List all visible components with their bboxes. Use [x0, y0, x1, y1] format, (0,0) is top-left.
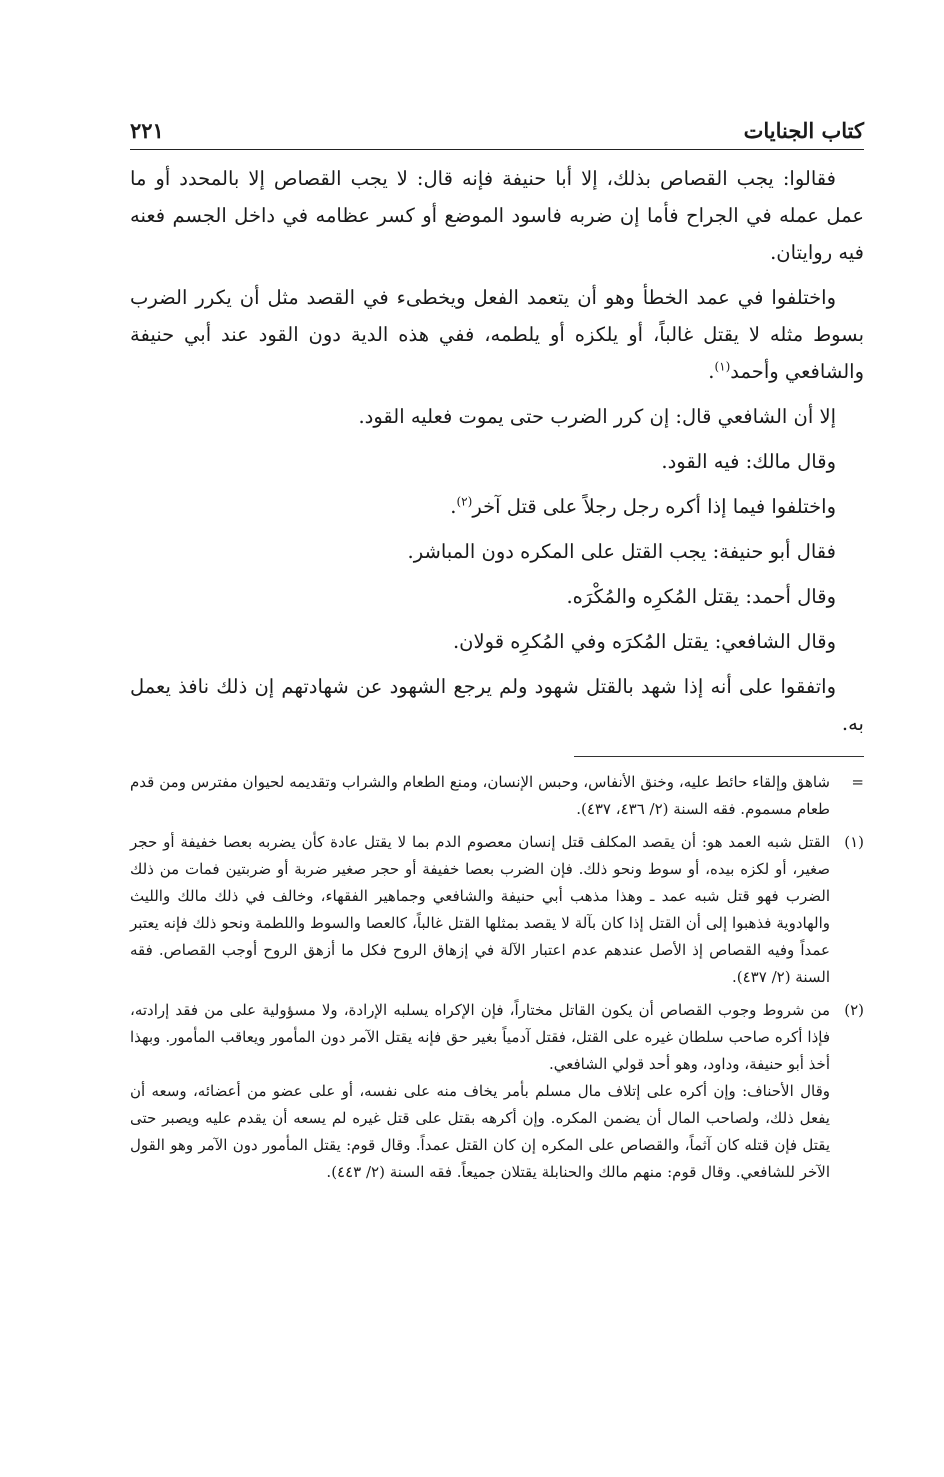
page-number: ٢٢١ [130, 118, 164, 143]
footnote-continuation [130, 769, 864, 823]
paragraph-5-period: . [450, 495, 457, 518]
paragraph-6: فقال أبو حنيفة: يجب القتل على المكره دون المباشر. [407, 540, 836, 563]
paragraph-9: واتفقوا على أنه إذا شهد بالقتل شهود ولم يرجع الشهود عن شهادتهم إن ذلك نافذ يعمل به. [130, 675, 864, 735]
footnote-ref-1: (١) [714, 359, 731, 374]
footnote-2 [130, 997, 864, 1186]
paragraph-2 [130, 279, 864, 390]
book-page [130, 118, 864, 1192]
footnote-continuation-text: شاهق وإلقاء حائط عليه، وخنق الأنفاس، وحبس الإنسان، ومنع الطعام والشراب وتقديمه لحيوان مفترس ومن قدم طعام مسموم. فقه السنة (٢/ ٤٣٦، ٤٣٧). [130, 773, 830, 818]
paragraph-7: وقال أحمد: يقتل المُكرِه والمُكْرَه. [566, 585, 836, 608]
footnote-1-marker: (١) [844, 833, 864, 851]
paragraph-5-text: واختلفوا فيما إذا أكره رجل رجلاً على قتل آخر [472, 495, 836, 518]
paragraph-8: وقال الشافعي: يقتل المُكرَه وفي المُكرِه قولان. [452, 630, 836, 653]
footnote-1-text: القتل شبه العمد هو: أن يقصد المكلف قتل إنسان معصوم الدم بما لا يقتل عادة كأن يضربه بعصا خفيفة أو حجر صغير، أو لكزه بيده، أو سوط ونحو ذلك. فإن الضرب بعصا خفيفة أو حجر صغير ضربة أو ضربتين فمات من ذلك الضرب فهو قتل شبه عمد ـ وهذا مذهب أبي حنيفة والشافعي وجماهير الفقهاء، وخالف في ذلك مالك والليث والهادوية فذهبوا إلى أن القتل إذا كان بآلة لا يقصد بمثلها القتل غالباً، كالعصا والسوط واللطمة ونحو ذلك فإنه يعتبر عمداً وفيه القصاص إذ الأصل عندهم عدم اعتبار الآلة في إزهاق الروح فكل ما أزهق الروح أوجب القصاص. فقه السنة (٢/ ٤٣٧). [130, 833, 830, 986]
paragraph-2-text: واختلفوا في عمد الخطأ وهو أن يتعمد الفعل ويخطىء في القصد مثل أن يكرر الضرب بسوط مثله لا يقتل غالباً، أو يلكزه أو يلطمه، ففي هذه الدية دون القود عند أبي حنيفة والشافعي وأحمد [130, 286, 864, 383]
footnote-2-text-b: وقال الأحناف: وإن أكره على إتلاف مال مسلم بأمر يخاف منه على نفسه، أو على عضو من أعضائه، وسعه أن يفعل ذلك، ولصاحب المال أن يضمن المكره. وإن أكرهه بقتل على قتل غيره لم يسعه أن يقدم عليه ويصبر حتى يقتل فإن قتله كان آثماً، والقصاص على المكره إن كان القتل عمداً. وقال قوم: يقتل المأمور دون الآمر وهو القول الآخر للشافعي. وقال قوم: منهم مالك والحنابلة يقتلان جميعاً. فقه السنة (٢/ ٤٤٣). [130, 1082, 830, 1181]
paragraph-1: فقالوا: يجب القصاص بذلك، إلا أبا حنيفة فإنه قال: لا يجب القصاص إلا بالمحدد أو ما عمل عمله في الجراح فأما إن ضربه فاسود الموضع أو كسر عظامه في داخل الجسم فعنه فيه روايتان. [130, 167, 864, 264]
footnote-separator [574, 756, 864, 757]
paragraph-5 [130, 488, 864, 525]
footnote-1 [130, 829, 864, 991]
paragraph-2-period: . [708, 360, 715, 383]
footnote-2-body [130, 997, 830, 1186]
footnote-2-marker: (٢) [844, 1001, 864, 1019]
footnotes [130, 769, 864, 1186]
paragraph-4: وقال مالك: فيه القود. [661, 450, 836, 473]
chapter-title: كتاب الجنايات [743, 118, 864, 143]
footnote-ref-2: (٢) [456, 494, 473, 509]
main-text [130, 160, 864, 742]
running-header [130, 118, 864, 150]
footnote-continuation-marker: = [851, 773, 864, 791]
footnote-2-text-a: من شروط وجوب القصاص أن يكون القاتل مختاراً، فإن الإكراه يسلبه الإرادة، ولا مسؤولية على من فقد إرادته، فإذا أكره صاحب سلطان غيره على القتل، فقتل آدمياً بغير حق فإنه يقتل الآمر دون المأمور ويعاقب المأمور. وبهذا أخذ أبو حنيفة، وداود، وهو أحد قولي الشافعي. [130, 1001, 830, 1073]
paragraph-3: إلا أن الشافعي قال: إن كرر الضرب حتى يموت فعليه القود. [358, 405, 836, 428]
